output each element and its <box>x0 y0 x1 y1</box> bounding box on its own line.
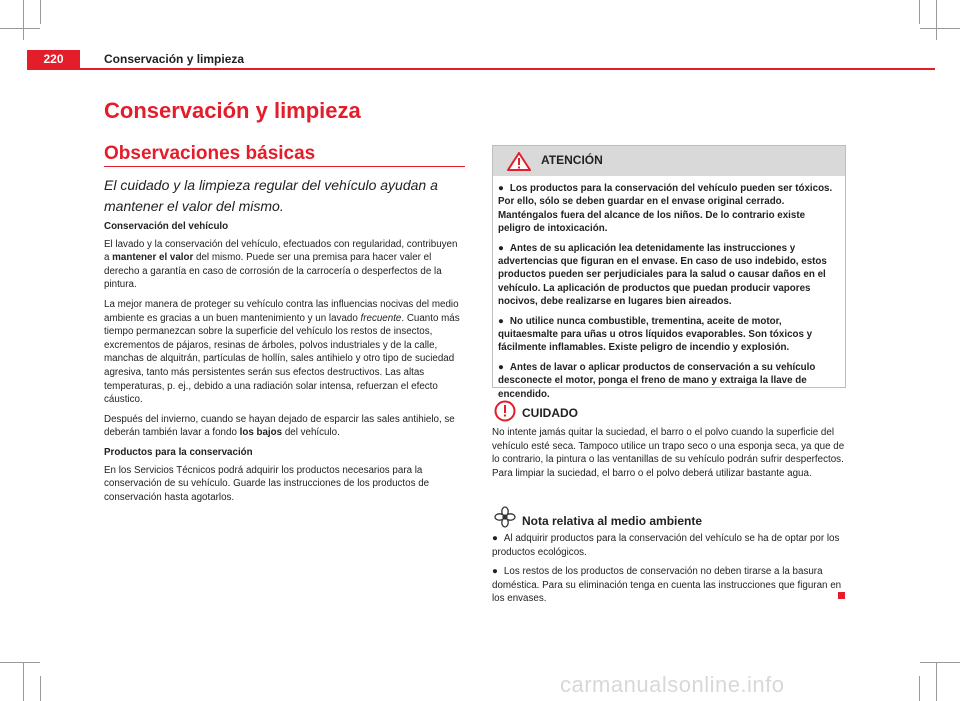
caution-exclamation-icon <box>494 400 516 422</box>
crop-mark <box>920 28 960 29</box>
subheading-conservacion: Conservación del vehículo <box>104 221 229 232</box>
paragraph-4: En los Servicios Técnicos podrá adquirir los productos necesarios para la conservación de su vehículo. Guarde las instrucciones de los productos de conservación hasta agotarlos. <box>104 464 430 503</box>
warning-title: ATENCIÓN <box>541 153 603 167</box>
bullet: ● <box>492 533 498 544</box>
environment-title: Nota relativa al medio ambiente <box>522 514 703 528</box>
environment-item <box>492 565 848 606</box>
warning-item-text: Antes de lavar o aplicar productos de conservación a su vehículo desconecte el motor, ponga el freno de mano y extraiga la llave de encendido. <box>498 361 816 400</box>
paragraph-1 <box>104 238 465 292</box>
intro-text: El cuidado y la limpieza regular del vehículo ayudan a mantener el valor del mismo. <box>104 177 438 214</box>
crop-mark <box>40 0 41 24</box>
crop-mark <box>23 662 24 701</box>
crop-mark <box>920 662 960 663</box>
page-number: 220 <box>27 50 80 68</box>
emphasis-text: mantener el valor <box>112 252 194 264</box>
warning-item <box>498 361 840 401</box>
environment-header <box>492 508 848 528</box>
section-end-mark <box>838 592 845 599</box>
section-rule <box>104 166 465 167</box>
warning-item <box>498 315 840 355</box>
environment-item <box>492 532 848 559</box>
warning-item <box>498 182 840 236</box>
environment-item-text: Los restos de los productos de conservación no deben tirarse a la basura doméstica. Para su eliminación tenga en cuenta las instrucciones que figuran en los envases. <box>492 566 842 605</box>
text-run: del vehículo. <box>282 427 340 439</box>
caution-header <box>492 400 848 422</box>
watermark: carmanualsonline.info <box>560 672 785 697</box>
warning-item <box>498 242 840 309</box>
bullet: ● <box>498 242 504 254</box>
crop-mark <box>0 28 40 29</box>
environment-note <box>492 508 848 612</box>
bullet: ● <box>498 315 504 327</box>
warning-box <box>492 145 846 400</box>
header-rule <box>27 68 935 70</box>
text-run: . Cuanto más tiempo permanezcan sobre la superficie del vehículo los restos de insectos, excrementos de pájaros, resinas de árboles, polvos industriales y de la calle, manchas de alquitrán, partículas de hollín, sales antihielo y otro tipo de suciedad agresiva, tanto más persistentes serán sus efectos destructivos. Las altas temperaturas, p. ej., debido a una radiación solar intensa, refuerzan el efecto cáustico. <box>104 312 460 406</box>
warning-item-text: Los productos para la conservación del vehículo pueden ser tóxicos. Por ello, sólo se deben guardar en el envase original cerrado. Manténgalos fuera del alcance de los niños. De lo contrario existe peligro de intoxicación. <box>498 183 833 235</box>
paragraph-3 <box>104 413 465 440</box>
running-title: Conservación y limpieza <box>104 52 245 66</box>
paragraph-2 <box>104 298 465 407</box>
environment-body <box>492 532 848 606</box>
warning-triangle-icon <box>507 152 531 171</box>
crop-mark <box>919 676 920 701</box>
crop-mark <box>936 0 937 40</box>
caution-text: No intente jamás quitar la suciedad, el barro o el polvo cuando la superficie del vehículo esté seca. Tampoco utilice un trapo seco o una esponja seca, ya que de lo contrario, la pintura o las ventanillas de su vehículo podrán sufrir desperfectos. Para limpiar la suciedad, el barro o el polvo deberá utilizar bastante agua. <box>492 427 845 479</box>
caution-note <box>492 400 848 480</box>
bullet: ● <box>498 361 504 373</box>
chapter-title: Conservación y limpieza <box>104 98 361 123</box>
left-column <box>104 220 465 510</box>
warning-body <box>493 176 845 401</box>
crop-mark <box>40 676 41 701</box>
warning-item-text: No utilice nunca combustible, trementina, aceite de motor, quitaesmalte para uñas u otros líquidos evaporables. Son tóxicos y fácilmente inflamables. Existe peligro de incendio y explosión. <box>498 315 813 354</box>
text-run: del mismo. Puede ser una premisa para hacer valer el derecho a garantía en caso de corrosión de la carrocería o desperfectos de la pintura. <box>104 252 442 291</box>
bullet: ● <box>492 566 498 578</box>
bullet: ● <box>498 183 504 194</box>
crop-mark <box>919 0 920 24</box>
text-run: La mejor manera de proteger su vehículo contra las influencias nocivas del medio ambiente es gracias a un buen mantenimiento y un lavado <box>104 298 459 324</box>
crop-mark <box>936 662 937 701</box>
section-title: Observaciones básicas <box>104 143 316 164</box>
warning-item-text: Antes de su aplicación lea detenidamente las instrucciones y advertencias que figuran en el envase. En caso de uso indebido, estos productos pueden ser perjudiciales para la salud o causar daños en el vehículo. La aplicación de productos que puedan producir vapores nocivos, debe realizarse en lugares bien aireados. <box>498 242 827 308</box>
emphasis-text: frecuente <box>360 312 402 324</box>
environment-item-text: Al adquirir productos para la conservación del vehículo se ha de optar por los productos ecológicos. <box>492 533 840 558</box>
crop-mark <box>23 0 24 40</box>
text-run: Después del invierno, cuando se hayan dejado de esparcir las sales antihielo, se deberán también lavar a fondo <box>104 413 455 439</box>
warning-header <box>493 146 845 176</box>
crop-mark <box>0 662 40 663</box>
flower-icon <box>494 506 516 528</box>
caution-title: CUIDADO <box>522 406 578 420</box>
text-run: El lavado y la conservación del vehículo, efectuados con regularidad, contribuyen a <box>104 238 458 264</box>
emphasis-text: los bajos <box>239 427 283 439</box>
subheading-productos: Productos para la conservación <box>104 446 253 458</box>
